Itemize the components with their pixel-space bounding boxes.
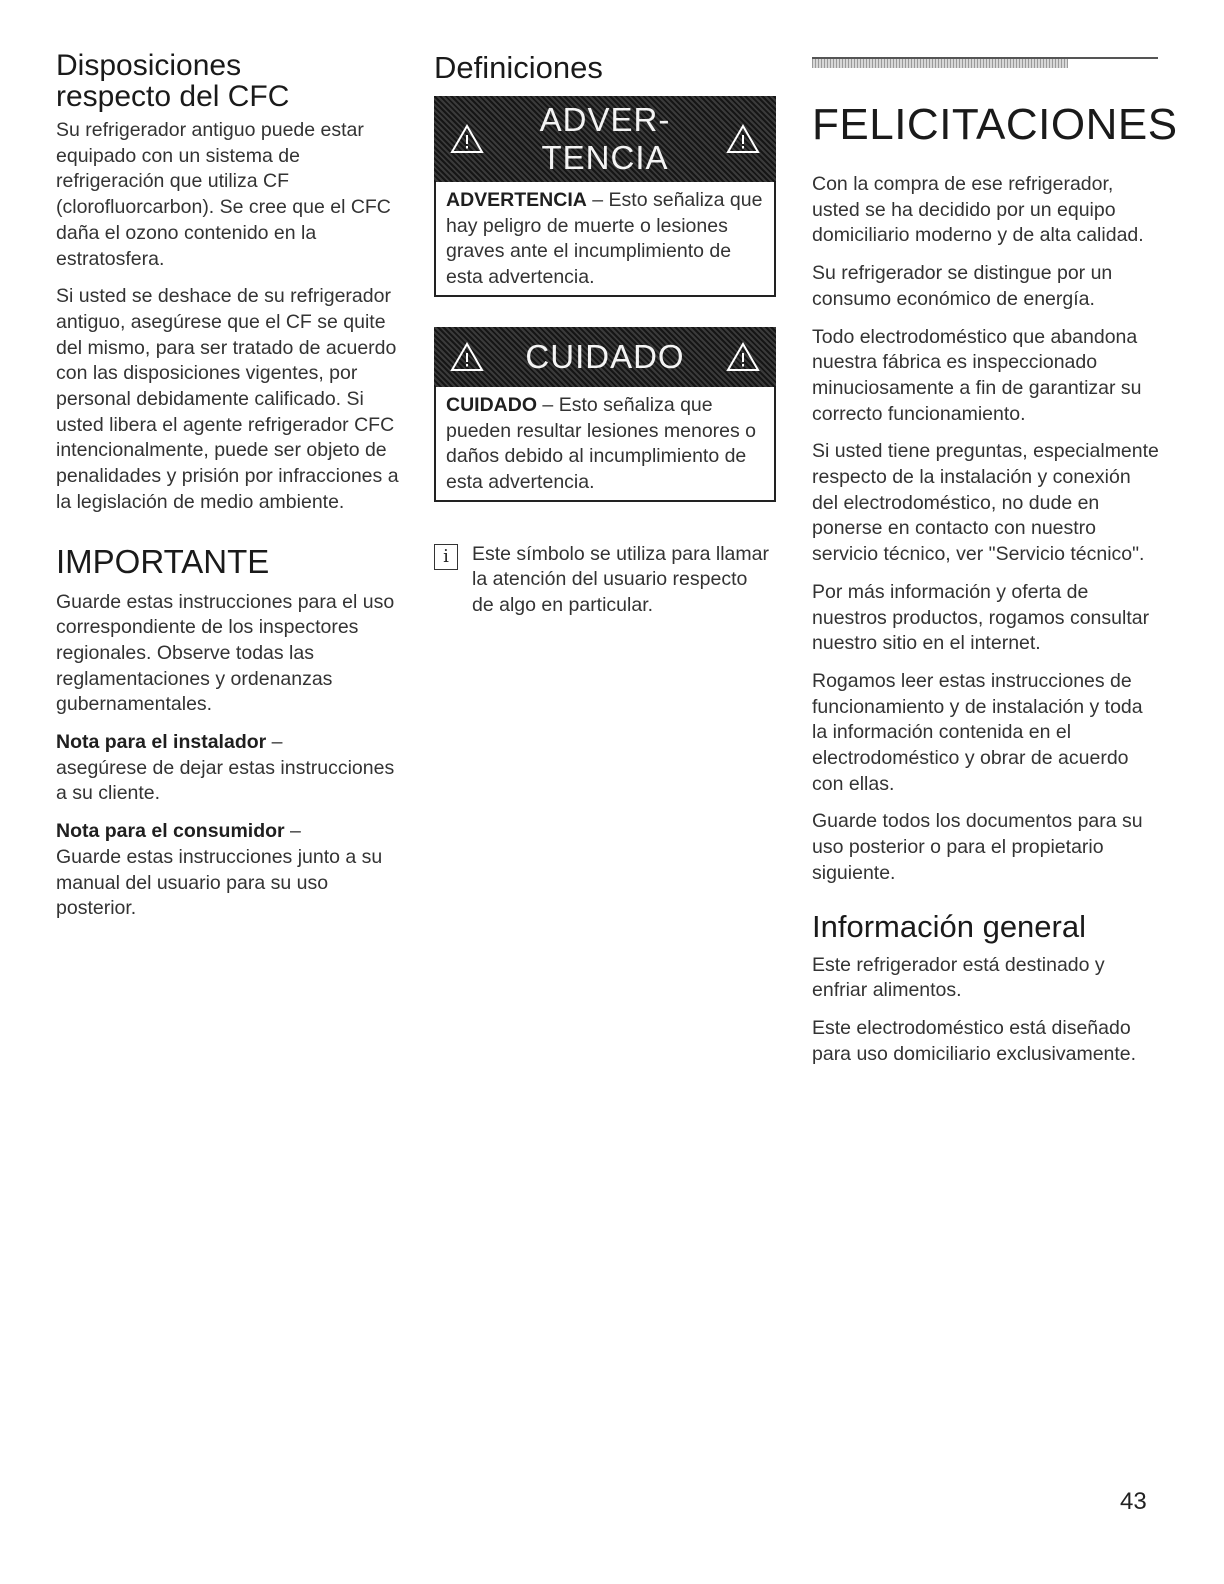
advertencia-box (434, 96, 776, 297)
dash: – (537, 393, 559, 416)
cfc-heading-line1: Disposiciones (56, 49, 242, 82)
warning-triangle-icon (448, 122, 486, 156)
dash: – (586, 189, 609, 211)
column-middle (434, 50, 782, 631)
nota-consumidor-text: Guarde estas instrucciones junto a su manual del usuario para su uso posterior. (56, 845, 383, 920)
cfc-paragraph: Si usted se deshace de su refrigerador antiguo, asegúrese que el CF se quite del mismo, para ser tratado de acuerdo con las disposiciones vigentes, por personal debidamente calificado. Si usted libera el agente refrigerador CFC intencionalmente, puede ser objeto de penalidades y prisión por infracciones a la legislación de medio ambiente. (56, 285, 399, 513)
warning-triangle-icon (724, 340, 762, 374)
felicitaciones-paragraph: Por más información y oferta de nuestros productos, rogamos consultar nuestro sitio en el internet. (812, 580, 1150, 655)
cfc-heading-line2: respecto del CFC (56, 80, 290, 113)
felicitaciones-paragraph: Con la compra de ese refrigerador, usted se ha decidido por un equipo domiciliario moderno y de alta calidad. (812, 173, 1144, 247)
informacion-paragraph: Este refrigerador está destinado y enfriar alimentos. (812, 953, 1105, 1002)
felicitaciones-paragraph: Guarde todos los documentos para su uso posterior o para el propietario siguiente. (812, 810, 1143, 884)
informacion-general-heading: Información general (812, 908, 1086, 944)
top-rule-bar (812, 59, 1068, 68)
cuidado-box (434, 327, 776, 502)
cuidado-banner (434, 327, 776, 387)
nota-consumidor (56, 819, 401, 922)
felicitaciones-paragraph: Todo electrodoméstico que abandona nuestra fábrica es inspeccionado minuciosamente a fin de garantizar su correcto funcionamiento. (812, 325, 1142, 425)
page-number: 43 (1120, 1488, 1147, 1515)
warning-triangle-icon (724, 122, 762, 156)
advertencia-banner-line1: ADVER- (539, 101, 671, 138)
advertencia-banner (434, 96, 776, 182)
informacion-paragraph: Este electrodoméstico está diseñado para uso domiciliario exclusivamente. (812, 1016, 1137, 1065)
nota-consumidor-label: Nota para el consumidor (56, 820, 285, 843)
warning-triangle-icon (448, 340, 486, 374)
cfc-heading (56, 50, 401, 112)
dash: – (266, 731, 283, 754)
cfc-paragraph: Su refrigerador antiguo puede estar equipado con un sistema de refrigeración que utiliza CF (clorofluorcarbon). Se cree que el CFC daña el ozono contenido en la estratosfera. (56, 119, 391, 270)
definiciones-heading: Definiciones (434, 50, 603, 85)
nota-instalador-label: Nota para el instalador (56, 731, 267, 754)
cuidado-description: Esto señaliza que pueden resultar lesiones menores o daños debido al incumplimiento de esta advertencia. (446, 393, 757, 493)
column-left (56, 50, 401, 934)
felicitaciones-paragraph: Su refrigerador se distingue por un consumo económico de energía. (812, 262, 1113, 310)
felicitaciones-paragraph: Rogamos leer estas instrucciones de funcionamiento y de instalación y toda la información contenida en el electrodoméstico y obrar de acuerdo con ellas. (812, 669, 1143, 795)
advertencia-banner-title (540, 101, 671, 177)
info-text: Este símbolo se utiliza para llamar la atención del usuario respecto de algo en particular. (472, 542, 769, 617)
advertencia-description: Esto señaliza que hay peligro de muerte o lesiones graves ante el incumplimiento de esta advertencia. (446, 189, 763, 289)
importante-heading: IMPORTANTE (56, 542, 270, 580)
info-icon: i (434, 544, 458, 570)
nota-instalador (56, 730, 401, 807)
cuidado-body (436, 387, 774, 500)
info-note (434, 542, 782, 631)
dash: – (284, 820, 301, 843)
advertencia-text (446, 188, 764, 291)
cuidado-text (446, 393, 764, 496)
column-right (812, 100, 1178, 1079)
nota-instalador-text: asegúrese de dejar estas instrucciones a su cliente. (56, 756, 395, 805)
advertencia-banner-line2: TENCIA (541, 139, 669, 176)
felicitaciones-heading: FELICITACIONES (812, 100, 1178, 149)
cuidado-banner-title: CUIDADO (525, 337, 685, 375)
cuidado-lead: CUIDADO (446, 393, 537, 416)
felicitaciones-paragraph: Si usted tiene preguntas, especialmente respecto de la instalación y conexión del electrodoméstico, no dude en ponerse en contacto con nuestro servicio técnico, ver "Servicio técnico". (812, 440, 1159, 566)
advertencia-body (436, 182, 774, 295)
importante-paragraph: Guarde estas instrucciones para el uso correspondiente de los inspectores regionales. Observe todas las reglamentaciones y ordenanzas gubernamentales. (56, 590, 395, 716)
advertencia-lead: ADVERTENCIA (446, 189, 587, 211)
